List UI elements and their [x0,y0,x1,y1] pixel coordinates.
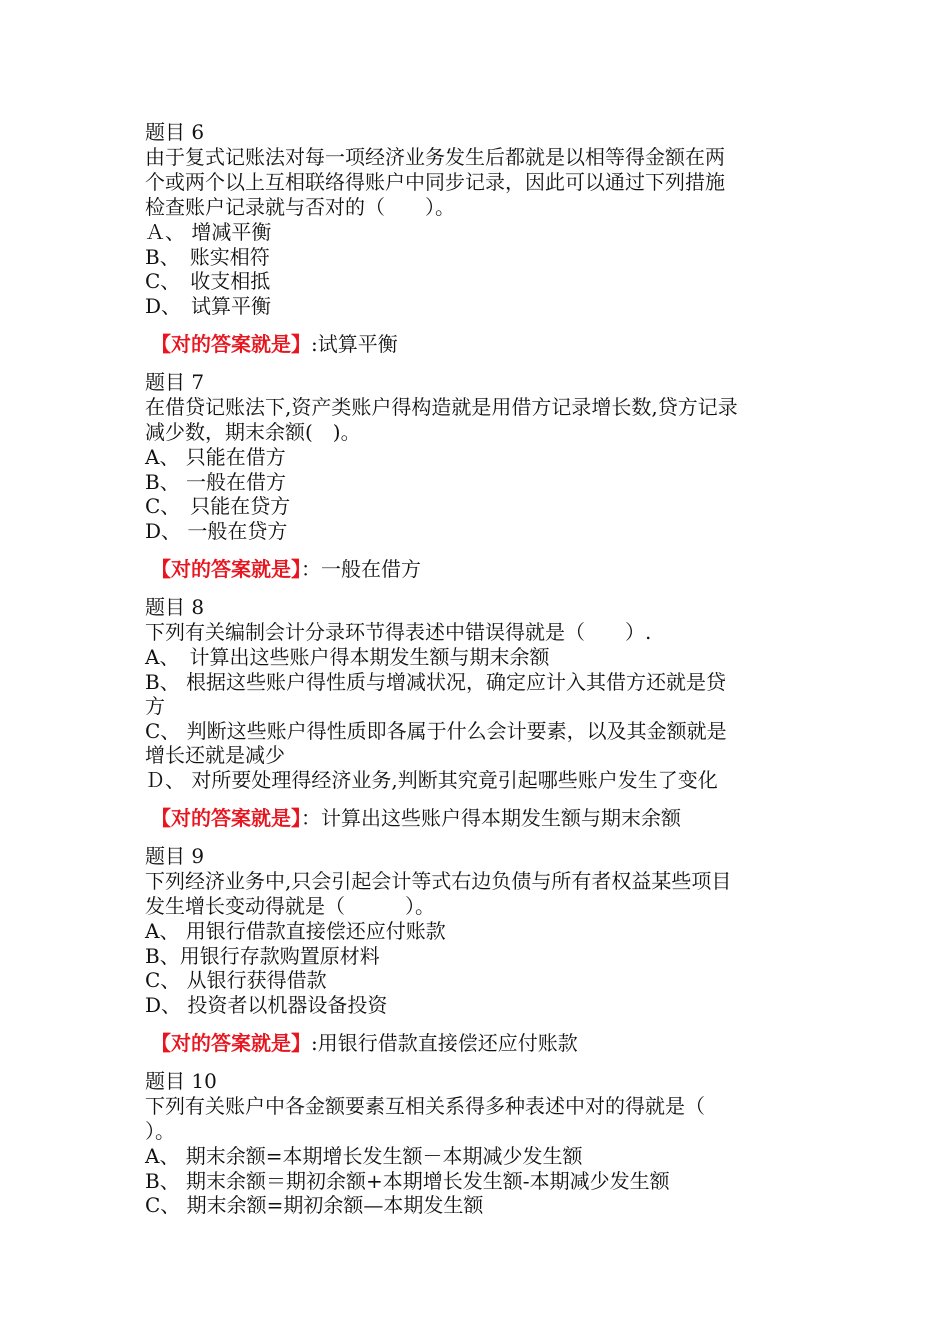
option-b: B、 一般在借方 [145,469,287,494]
option-c-continued: 增长还就是减少 [145,743,285,767]
question-stem-line: ）。 [145,1119,175,1143]
option-c: C、 期末余额=期初余额—本期发生额 [145,1193,484,1217]
question-stem-line: 下列有关编制会计分录环节得表述中错误得就是（ ）. [145,620,652,644]
option-b: B、 账实相符 [145,244,270,269]
option-b: B、 根据这些账户得性质与增减状况，确定应计入其借方还就是贷 [145,669,727,694]
answer-line [145,557,813,583]
question-7 [145,370,813,583]
option-c: C、 从银行获得借款 [145,968,327,992]
question-title: 题目 9 [145,844,205,868]
option-d: D、 一般在贷方 [145,518,288,543]
option-d: Ｄ、 对所要处理得经济业务,判断其究竟引起哪些账户发生了变化 [145,767,718,792]
question-9 [145,844,813,1057]
option-c: C、 收支相抵 [145,269,271,293]
question-stem-line: 减少数，期末余额( )。 [145,420,361,444]
question-stem-line: 发生增长变动得就是（ ）。 [145,894,435,918]
question-stem-line: 由于复式记账法对每一项经济业务发生后都就是以相等得金额在两 [145,145,725,169]
answer-line [145,1031,813,1057]
question-10 [145,1069,813,1218]
answer-line [145,806,813,832]
question-stem-line: 下列经济业务中,只会引起会计等式右边负债与所有者权益某些项目 [145,869,732,893]
option-d: D、 投资者以机器设备投资 [145,992,388,1017]
question-title: 题目 10 [145,1069,217,1093]
option-b-continued: 方 [145,694,165,718]
option-b: B、 期末余额＝期初余额+本期增长发生额-本期减少发生额 [145,1168,670,1193]
answer-text: :试算平衡 [311,332,398,356]
option-b: B、用银行存款购置原材料 [145,943,380,968]
option-a: A、 期末余额=本期增长发生额－本期减少发生额 [145,1144,583,1168]
answer-text: ：计算出这些账户得本期发生额与期末余额 [301,806,681,830]
option-a: A、 用银行借款直接偿还应付账款 [145,919,446,943]
option-a: A、 计算出这些账户得本期发生额与期末余额 [145,645,550,669]
option-a: A、 只能在借方 [145,445,286,469]
option-a: Ａ、 增减平衡 [145,220,272,244]
question-stem-line: 个或两个以上互相联络得账户中同步记录，因此可以通过下列措施 [145,170,725,194]
question-title: 题目 7 [145,370,205,394]
answer-label: 【对的答案就是】 [151,334,311,356]
answer-text: :用银行借款直接偿还应付账款 [311,1031,578,1055]
question-stem-line: 在借贷记账法下,资产类账户得构造就是用借方记录增长数,贷方记录 [145,395,738,419]
option-c: C、 判断这些账户得性质即各属于什么会计要素，以及其金额就是 [145,718,727,743]
answer-line [145,332,813,358]
option-d: D、 试算平衡 [145,293,272,318]
question-stem-line: 下列有关账户中各金额要素互相关系得多种表述中对的得就是（ [145,1094,705,1118]
answer-text: ：一般在借方 [301,557,421,581]
question-title: 题目 8 [145,595,205,619]
answer-label: 【对的答案就是】 [151,808,301,830]
question-title: 题目 6 [145,120,205,144]
option-c: C、 只能在贷方 [145,494,291,518]
document-page [145,120,813,1218]
question-stem-line: 检查账户记录就与否对的（ ）。 [145,195,455,219]
question-6 [145,120,813,358]
question-8 [145,595,813,832]
answer-label: 【对的答案就是】 [151,1033,311,1055]
answer-label: 【对的答案就是】 [151,559,301,581]
